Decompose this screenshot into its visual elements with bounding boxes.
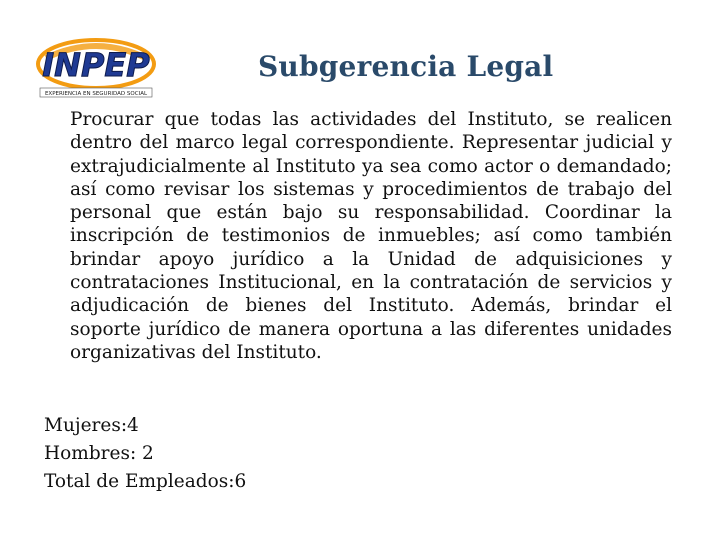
svg-text:INPEP: INPEP [42, 46, 150, 84]
total-employees: Total de Empleados:6 [44, 471, 247, 492]
women-count: Mujeres:4 [44, 415, 139, 436]
employee-stats [44, 412, 246, 496]
men-count: Hombres: 2 [44, 443, 154, 464]
page-title: Subgerencia Legal [258, 50, 554, 83]
department-description: Procurar que todas las actividades del Instituto, se realicen dentro del marco legal correspondiente. Representar judicial y extrajudicialmente al Instituto ya sea como actor o demandado; así como revisar los sistemas y procedimientos de trabajo del personal que están bajo su responsabilidad. Coordinar la inscripción de testimonios de inmuebles; así como también brindar apoyo jurídico a la Unidad de adquisiciones y contrataciones Institucional, en la contratación de servicios y adjudicación de bienes del Instituto. Además, brindar el soporte jurídico de manera oportuna a las diferentes unidades organizativas del Instituto. [70, 109, 672, 363]
inpep-logo [34, 36, 158, 98]
svg-text:EXPERIENCIA EN SEGURIDAD SOCIA: EXPERIENCIA EN SEGURIDAD SOCIAL [44, 91, 148, 97]
